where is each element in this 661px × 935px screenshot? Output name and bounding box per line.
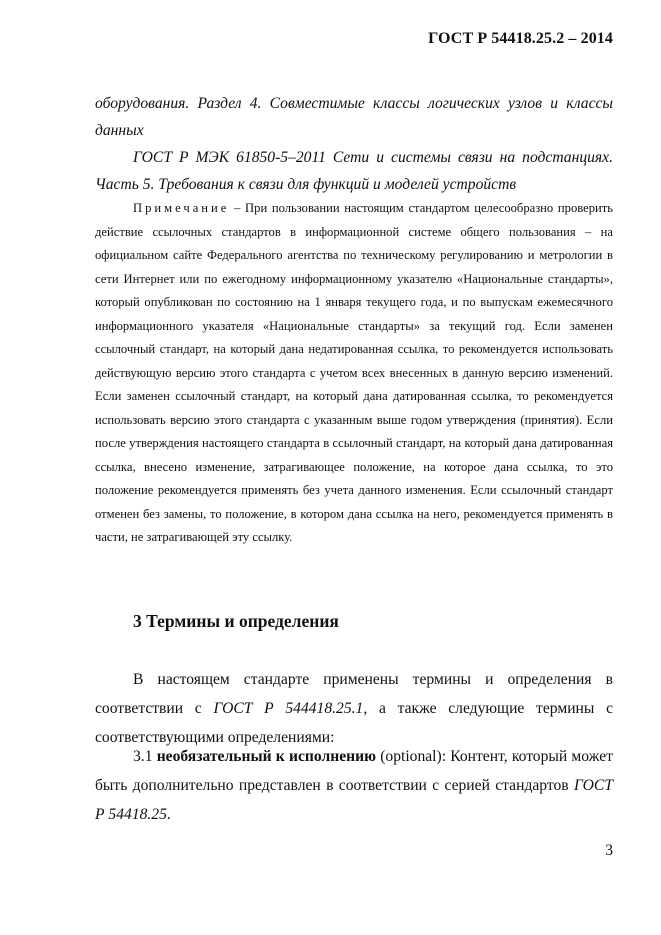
intro-text-end: , а также следующие термины с соответствующими определениями: xyxy=(95,699,613,746)
term-name: необязательный к исполнению xyxy=(156,748,377,765)
term-standard-ref: ГОСТ Р 54418.25 xyxy=(95,776,613,823)
section-intro xyxy=(95,666,613,752)
term-definition-text: (optional): Контент, который может быть дополнительно представлен в соответствии с серией стандартов xyxy=(95,748,613,794)
reference-iec-61850-5: ГОСТ Р МЭК 61850-5–2011 Сети и системы связи на подстанциях. Часть 5. Требования к связи для функций и моделей устройств xyxy=(95,149,613,193)
note-text: – При пользовании настоящим стандартом целесообразно проверить действие ссылочных стандартов в информационной системе общего пользования – на официальном сайте Федерального агентства по техническому регулированию и метрологии в сети Интернет или по ежегодному информационному указателю «Национальные стандарты», который опубликован по состоянию на 1 января текущего года, и по выпускам ежемесячного информационного указателя «Национальные стандарты» за текущий год. Если заменен ссылочный стандарт, на который дана недатированная ссылка, то рекомендуется использовать действующую версию этого стандарта с учетом всех внесенных в данную версию изменений. Если заменен ссылочный стандарт, на который дана датированная ссылка, то рекомендуется использовать версию этого стандарта с указанным выше годом утверждения (принятия). Если после утверждения настоящего стандарта в ссылочный стандарт, на который дана датированная ссылка, внесено изменение, затрагивающее положение, на которое дана ссылка, то это положение рекомендуется применять без учета данного изменения. Если ссылочный стандарт отменен без замены, то положение, в котором дана ссылка на него, рекомендуется применять в части, не затрагивающей эту ссылку. xyxy=(95,201,613,544)
intro-standard-ref: ГОСТ Р 544418.25.1 xyxy=(213,699,364,717)
term-number: 3.1 xyxy=(133,748,157,765)
section-heading: 3 Термины и определения xyxy=(133,611,339,631)
intro-text: В настоящем стандарте применены термины и определения в соответствии с xyxy=(95,671,613,717)
page-number: 3 xyxy=(605,842,613,859)
standard-header: ГОСТ Р 54418.25.2 – 2014 xyxy=(428,30,613,47)
reference-continuation: оборудования. Раздел 4. Совместимые классы логических узлов и классы данных xyxy=(95,95,613,139)
note-paragraph xyxy=(95,197,613,550)
term-end: . xyxy=(166,805,171,823)
note-label: Примечание xyxy=(133,201,230,215)
term-definition xyxy=(95,743,613,829)
